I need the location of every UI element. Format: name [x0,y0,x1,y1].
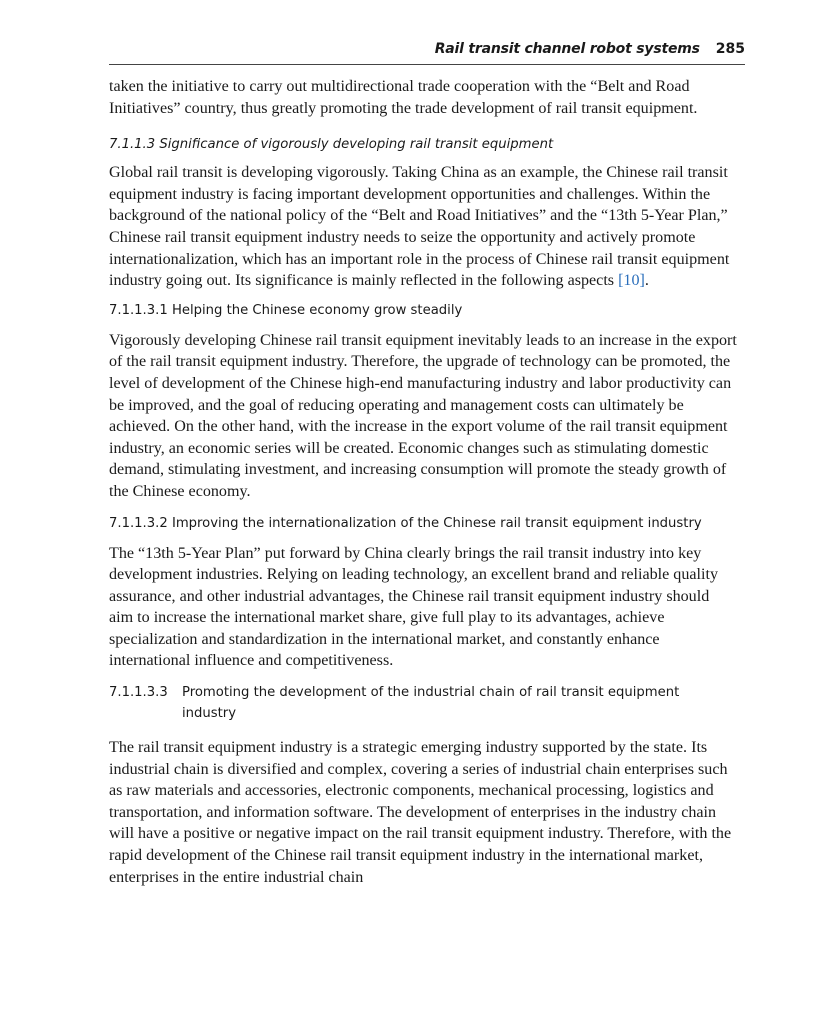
subsection-number: 7.1.1.3.3 [109,685,168,701]
subsection-title: Helping the Chinese economy grow steadily [171,302,463,318]
subsection-number: 7.1.1.3.1 [109,302,168,318]
subsection-heading [109,682,737,724]
running-header [109,40,745,65]
subsection-heading [109,513,737,534]
subsection-title: Promoting the development of the industrial chain of rail transit equipment industry [182,685,680,722]
section-title: Significance of vigorously developing rail transit equipment [159,137,554,153]
section-heading [109,137,737,152]
page-number: 285 [715,41,745,57]
subsection-number: 7.1.1.3.2 [109,515,168,531]
section-number: 7.1.1.3 [109,137,156,153]
subsection-paragraph: Vigorously developing Chinese rail transit equipment inevitably leads to an increase in the export of the rail transit equipment industry. Therefore, the upgrade of technology can be promoted, the level of development of the Chinese high-end manufacturing industry and labor productivity can be improved, and the goal of reducing operating and management costs can ultimately be achieved. On the other hand, with the increase in the export volume of the rail transit equipment industry, an economic series will be created. Economic changes such as stimulating domestic demand, stimulating investment, and increasing consumption will promote the steady growth of the Chinese economy. [109,331,737,500]
subsection-paragraph: The “13th 5-Year Plan” put forward by China clearly brings the rail transit industry into key development industries. Relying on leading technology, an excellent brand and reliable quality assurance, and other industrial advantages, the Chinese rail transit equipment industry should aim to increase the international market share, give full play to its advantages, achieve specialization and standardization in the international market, and constantly enhance international influence and competitiveness. [109,544,719,670]
subsection-title: Improving the internationalization of the Chinese rail transit equipment industry [171,515,702,531]
intro-paragraph: taken the initiative to carry out multidirectional trade cooperation with the “Belt and Road Initiatives” country, thus greatly promoting the trade development of rail transit equipment. [109,78,698,117]
section-paragraph-end: . [644,272,649,290]
running-title: Rail transit channel robot systems [434,41,700,57]
citation-link[interactable]: [10] [618,272,645,290]
subsection-heading [109,300,737,321]
section-paragraph [109,162,737,292]
page-body [109,76,737,888]
subsection-paragraph: The rail transit equipment industry is a strategic emerging industry supported by the state. Its industrial chain is diversified and complex, covering a series of industrial chain enterprises such as raw materials and accessories, electronic components, mechanical processing, logistics and transportation, and information software. The development of enterprises in the industry chain will have a positive or negative impact on the rail transit equipment industry. Therefore, with the rapid development of the Chinese rail transit equipment industry in the international market, enterprises in the entire industrial chain [109,739,732,886]
section-paragraph-text: Global rail transit is developing vigorously. Taking China as an example, the Chinese rail transit equipment industry is facing important development opportunities and challenges. Within the background of the national policy of the “Belt and Road Initiatives” and the “13th 5-Year Plan,” Chinese rail transit equipment industry needs to seize the opportunity and actively promote internationalization, which has an important role in the process of Chinese rail transit equipment industry going out. Its significance is mainly reflected in the following aspects [109,164,730,290]
